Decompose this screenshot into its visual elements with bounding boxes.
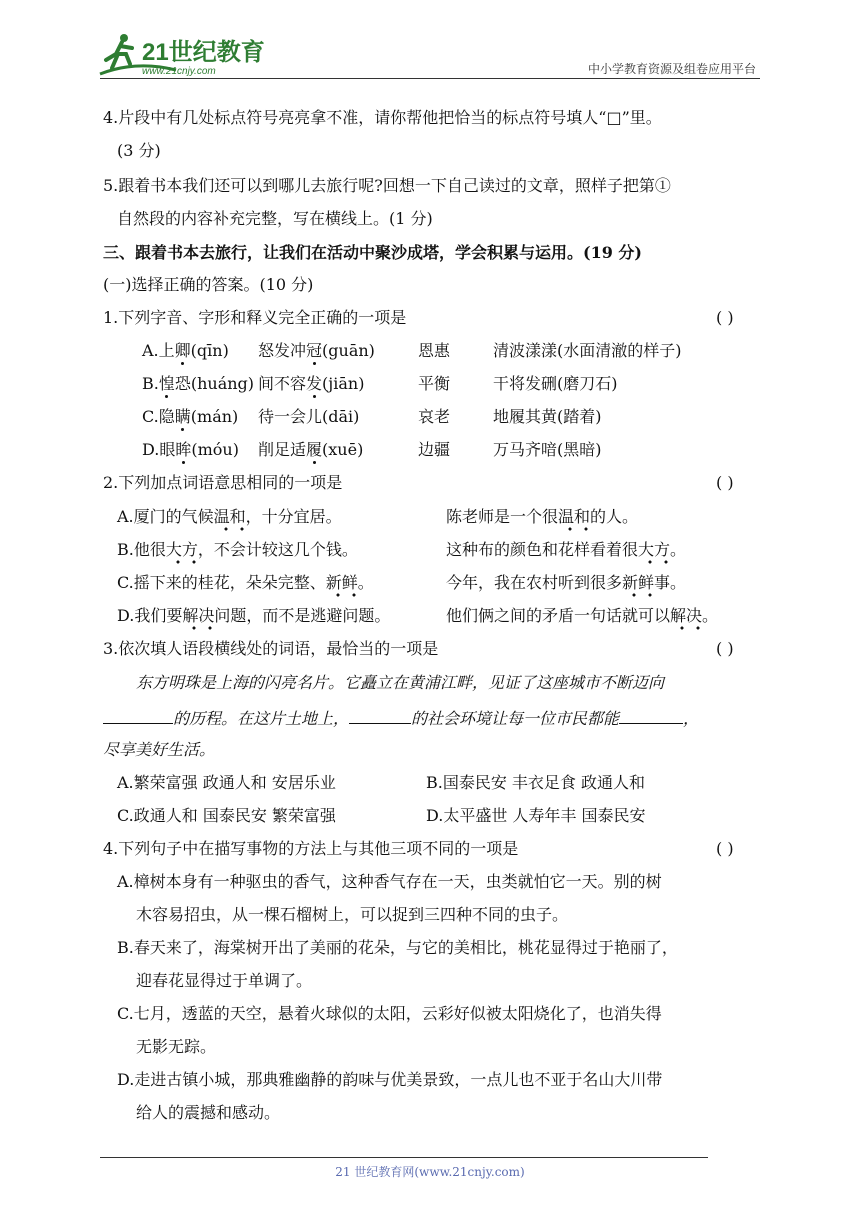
mc4-option-c-line1: C.七月，透蓝的天空，悬着火球似的太阳，云彩好似被太阳烧化了，也消失得 bbox=[117, 1004, 662, 1023]
mc3-option-a: A.繁荣富强 政通人和 安居乐业 bbox=[117, 773, 336, 792]
mc3-passage-line1: 东方明珠是上海的闪亮名片。它矗立在黄浦江畔，见证了这座城市不断迈向 bbox=[136, 673, 665, 692]
logo-url: www.21cnjy.com bbox=[142, 66, 216, 77]
section-3-title: 三、跟着书本去旅行，让我们在活动中聚沙成塔，学会积累与运用。(19 分) bbox=[103, 243, 642, 262]
mc3-option-d: D.太平盛世 人寿年丰 国泰民安 bbox=[426, 806, 646, 825]
mc3-option-b: B.国泰民安 丰衣足食 政通人和 bbox=[426, 773, 646, 792]
logo-text: 21世纪教育 bbox=[142, 39, 265, 66]
header-divider bbox=[100, 78, 760, 79]
question-4-score: (3 分) bbox=[117, 141, 161, 160]
mc3-stem: 3.依次填人语段横线处的词语，最恰当的一项是 bbox=[103, 639, 439, 658]
mc2-answer-blank[interactable]: ( ) bbox=[716, 473, 734, 492]
mc1-stem: 1.下列字音、字形和释义完全正确的一项是 bbox=[103, 308, 407, 327]
question-4-text: 4.片段中有几处标点符号亮亮拿不准，请你帮他把恰当的标点符号填人“□”里。 bbox=[103, 108, 662, 127]
blank-3[interactable] bbox=[619, 705, 683, 724]
page-header bbox=[0, 0, 860, 90]
mc3-passage-line3: 尽享美好生活。 bbox=[103, 740, 216, 759]
mc4-option-d-line2: 给人的震撼和感动。 bbox=[136, 1103, 281, 1122]
mc2-stem: 2.下列加点词语意思相同的一项是 bbox=[103, 473, 343, 492]
platform-title: 中小学教育资源及组卷应用平台 bbox=[587, 62, 756, 76]
mc4-option-b-line1: B.春天来了，海棠树开出了美丽的花朵，与它的美相比，桃花显得过于艳丽了， bbox=[117, 938, 678, 957]
logo bbox=[96, 30, 266, 80]
mc4-option-c-line2: 无影无踪。 bbox=[136, 1037, 217, 1056]
mc4-option-a-line1: A.樟树本身有一种驱虫的香气，这种香气存在一天，虫类就怕它一天。别的树 bbox=[117, 872, 662, 891]
blank-2[interactable] bbox=[349, 705, 411, 724]
question-5-line1: 5.跟着书本我们还可以到哪儿去旅行呢?回想一下自己读过的文章，照样子把第① bbox=[103, 176, 671, 195]
mc3-option-c: C.政通人和 国泰民安 繁荣富强 bbox=[117, 806, 336, 825]
mc4-option-b-line2: 迎春花显得过于单调了。 bbox=[136, 971, 313, 990]
mc4-option-a-line2: 木容易招虫，从一棵石榴树上，可以捉到三四种不同的虫子。 bbox=[136, 905, 569, 924]
mc4-option-d-line1: D.走进古镇小城，那典雅幽静的韵味与优美景致，一点儿也不亚于名山大川带 bbox=[117, 1070, 663, 1089]
blank-1[interactable] bbox=[103, 705, 173, 724]
page-footer: 21 世纪教育网(www.21cnjy.com) bbox=[335, 1165, 525, 1179]
mc3-answer-blank[interactable]: ( ) bbox=[716, 639, 734, 658]
question-5-line2: 自然段的内容补充完整，写在横线上。(1 分) bbox=[117, 209, 433, 228]
mc1-answer-blank[interactable]: ( ) bbox=[716, 308, 734, 327]
mc3-passage-line2: 的历程。在这片土地上， 的社会环境让每一位市民都能 ， bbox=[103, 705, 699, 731]
mc4-answer-blank[interactable]: ( ) bbox=[716, 839, 734, 858]
footer-divider bbox=[100, 1157, 708, 1158]
mc4-stem: 4.下列句子中在描写事物的方法上与其他三项不同的一项是 bbox=[103, 839, 519, 858]
part-1-title: (一)选择正确的答案。(10 分) bbox=[103, 275, 314, 294]
